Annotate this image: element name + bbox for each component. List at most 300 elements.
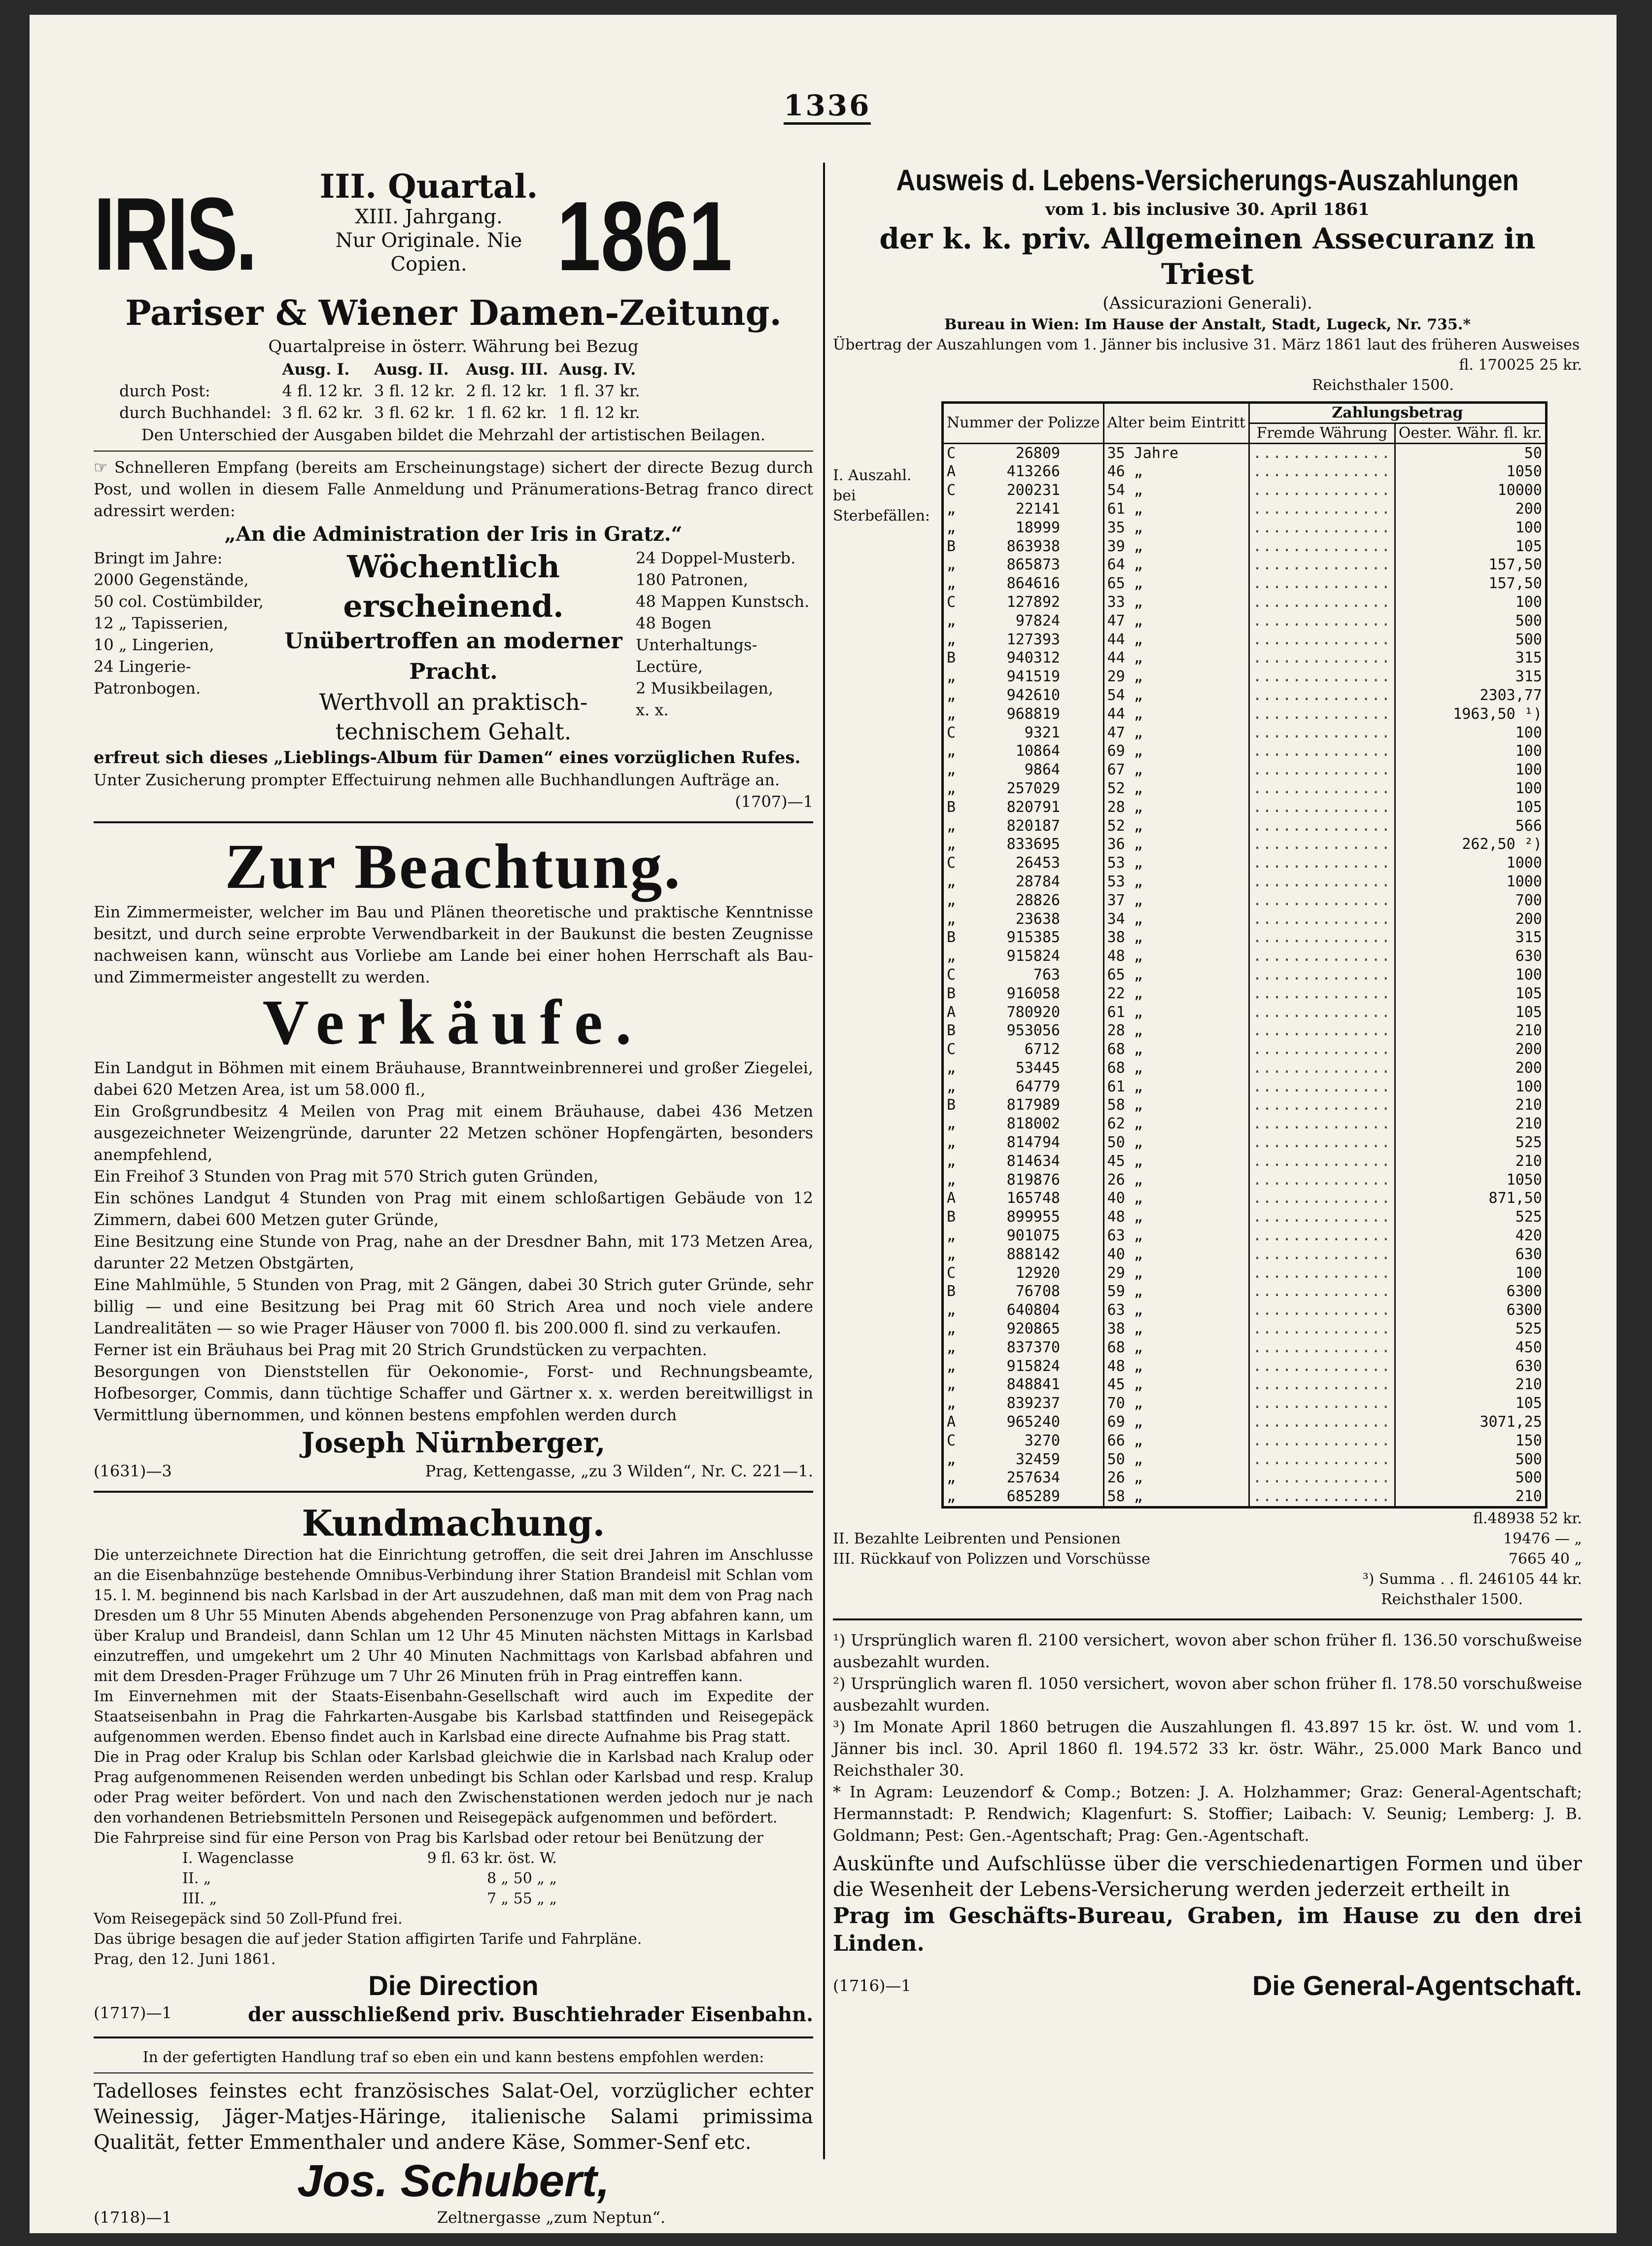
policy-number: 839237 <box>1006 1395 1060 1412</box>
fare-table <box>182 1848 557 1909</box>
entry-age: 45 „ <box>1103 1375 1249 1394</box>
amount-oest: 3071,25 <box>1395 1413 1545 1432</box>
entry-age: 46 „ <box>1103 462 1249 481</box>
policy-number: 28784 <box>1015 873 1060 890</box>
policy-number-cell <box>944 649 1103 667</box>
policy-class: C <box>947 1432 956 1449</box>
rule <box>94 451 813 452</box>
payout-row <box>944 1487 1545 1506</box>
entry-age: 39 „ <box>1103 537 1249 556</box>
brings-item: 24 Lingerie-Patronbogen. <box>94 657 201 698</box>
entry-age: 68 „ <box>1103 1338 1249 1357</box>
policy-number-cell <box>944 537 1103 556</box>
policy-class: „ <box>947 1338 956 1356</box>
pracht-slogan: Unübertroffen an moderner Pracht. <box>284 629 622 684</box>
policy-number: 942610 <box>1006 686 1060 704</box>
luggage-note: Vom Reisegepäck sind 50 Zoll-Pfund frei. <box>94 1910 403 1928</box>
fare-fl: 9 fl. <box>427 1850 456 1867</box>
policy-number: 817989 <box>1006 1096 1060 1114</box>
entry-age: 22 „ <box>1103 984 1249 1003</box>
policy-number-cell <box>944 1487 1103 1506</box>
brings-item: 2000 Gegenstände, <box>94 570 249 589</box>
policy-number-cell <box>944 593 1103 612</box>
policy-number-cell <box>944 1394 1103 1413</box>
iris-subtitle: Pariser & Wiener Damen-Zeitung. <box>125 292 782 333</box>
policy-number-cell <box>944 1375 1103 1394</box>
policy-class: C <box>947 482 956 499</box>
amount-oest: 1963,50 ¹) <box>1395 705 1545 724</box>
foreign-currency-cell: .............. <box>1249 1078 1395 1096</box>
price-row <box>114 381 645 401</box>
amount-oest: 105 <box>1395 537 1545 556</box>
policy-number: 941519 <box>1006 668 1060 686</box>
foreign-currency-cell: .............. <box>1249 1320 1395 1338</box>
entry-age: 59 „ <box>1103 1282 1249 1301</box>
policy-number-cell <box>944 891 1103 910</box>
policy-number-cell <box>944 1245 1103 1264</box>
entry-age: 70 „ <box>1103 1394 1249 1413</box>
policy-number: 53445 <box>1015 1059 1060 1077</box>
policy-class: C <box>947 593 956 611</box>
foreign-currency-cell: .............. <box>1249 835 1395 854</box>
policy-class: „ <box>947 1301 956 1319</box>
ausweis-company: der k. k. priv. Allgemeinen Assecuranz in Triest <box>879 222 1536 291</box>
fare-kr: 50 „ „ <box>513 1870 557 1887</box>
payout-row <box>944 1413 1545 1432</box>
carry-label: Übertrag der Auszahlungen vom 1. Jänner bis inclusive 31. März 1861 laut des früheren Ausweises <box>833 336 1580 353</box>
payout-row <box>944 1320 1545 1338</box>
iris-masthead <box>94 163 813 292</box>
beachtung-text: Ein Zimmermeister, welcher im Bau und Plänen theoretische und praktische Kenntnisse besitzt, und durch seine erprobte Verwendbarkeit in der Baukunst die besten Zeugnisse nachweisen kann, wünscht aus Vorliebe am Lande bei einer hohen Herrschaft als Bau- und Zimmermeister angestellt zu werden. <box>94 903 813 986</box>
foreign-currency-cell: .............. <box>1249 798 1395 817</box>
entry-age: 69 „ <box>1103 1413 1249 1432</box>
brings-left <box>94 547 271 746</box>
policy-class: „ <box>947 1171 956 1189</box>
brings-item: 48 Mappen Kunstsch. <box>636 592 810 611</box>
policy-class: „ <box>947 1357 956 1375</box>
kundmachung-title: Kundmachung. <box>302 1502 605 1544</box>
policy-class: B <box>947 537 956 555</box>
payout-section <box>833 401 1582 1509</box>
policy-class: „ <box>947 742 956 760</box>
foreign-currency-cell: .............. <box>1249 1189 1395 1208</box>
fare-class: III. „ <box>182 1890 217 1907</box>
subtotal: fl.48938 52 kr. <box>1473 1510 1582 1528</box>
policy-number-cell <box>944 667 1103 686</box>
entry-age: 38 „ <box>1103 1320 1249 1338</box>
policy-number: 865873 <box>1006 556 1060 574</box>
policy-number-cell <box>944 1078 1103 1096</box>
col-oest: Oester. Währ. fl. kr. <box>1395 423 1545 443</box>
payout-row <box>944 873 1545 891</box>
fare-kr: 63 kr. öst. W. <box>460 1850 557 1867</box>
foreign-currency-cell: .............. <box>1249 984 1395 1003</box>
payout-row <box>944 1301 1545 1320</box>
beachtung-title: Zur Beachtung. <box>225 831 682 902</box>
amount-oest: 210 <box>1395 1096 1545 1115</box>
amount-oest: 210 <box>1395 1375 1545 1394</box>
amount-oest: 566 <box>1395 817 1545 836</box>
policy-class: A <box>947 463 956 481</box>
payout-row <box>944 724 1545 742</box>
foreign-currency-cell: .............. <box>1249 1152 1395 1171</box>
amount-oest: 700 <box>1395 891 1545 910</box>
entry-age: 53 „ <box>1103 873 1249 891</box>
policy-class: „ <box>947 910 956 928</box>
policy-number: 968819 <box>1006 705 1060 723</box>
policy-number: 820791 <box>1006 798 1060 816</box>
entry-age: 52 „ <box>1103 817 1249 836</box>
entry-age: 66 „ <box>1103 1432 1249 1450</box>
entry-age: 37 „ <box>1103 891 1249 910</box>
payout-body <box>944 443 1545 1506</box>
foreign-currency-cell: .............. <box>1249 1171 1395 1190</box>
amount-oest: 1000 <box>1395 873 1545 891</box>
amount-oest: 1000 <box>1395 854 1545 873</box>
brings-right <box>636 547 813 746</box>
payout-row <box>944 984 1545 1003</box>
payout-row <box>944 1040 1545 1059</box>
policy-number-cell <box>944 1469 1103 1487</box>
policy-class: „ <box>947 873 956 890</box>
policy-number-cell <box>944 1040 1103 1059</box>
ad-reference: (1717)—1 <box>94 2003 172 2022</box>
amount-oest: 500 <box>1395 1450 1545 1469</box>
policy-class: A <box>947 1190 956 1207</box>
policy-number: 819876 <box>1006 1171 1060 1189</box>
policy-class: „ <box>947 1469 956 1487</box>
kundmachung-paragraph: Die unterzeichnete Direction hat die Einrichtung getroffen, die seit drei Jahren im Anschlusse an die Eisenbahnzüge bestehende Omnibus-Verbindung ihrer Station Brandeisl mit Schlan vom 15. l. M. beginnend bis nach Karlsbad in der Art auszudehnen, daß man mit dem von Prag nach Dresden um 8 Uhr 55 Minuten Abends abgehenden Personenzuge von Prag abfahren kann, um über Kralup und Brandeisl, dann Schlan um 12 Uhr 45 Minuten nächsten Mittags in Karlsbad einzutreffen, und umgekehrt um 2 Uhr 40 Minuten Nachmittags von Karlsbad abfahren und mit dem Dresden-Prager Frühzuge um 7 Uhr 26 Minuten früh in Prag eintreffen kann. <box>94 1546 813 1685</box>
fare-row <box>182 1889 557 1909</box>
payout-row <box>944 835 1545 854</box>
carry-value: fl. 170025 25 kr. <box>1459 356 1582 374</box>
policy-number: 127892 <box>1006 593 1060 611</box>
amount-oest: 1050 <box>1395 1171 1545 1190</box>
brings-item: 24 Doppel-Musterb. <box>636 549 796 567</box>
policy-number: 953056 <box>1006 1022 1060 1040</box>
amount-oest: 871,50 <box>1395 1189 1545 1208</box>
amount-oest: 6300 <box>1395 1301 1545 1320</box>
foreign-currency-cell: .............. <box>1249 1115 1395 1133</box>
fare-class: II. „ <box>182 1870 211 1887</box>
policy-number-cell <box>944 481 1103 500</box>
policy-number-cell <box>944 1320 1103 1338</box>
entry-age: 34 „ <box>1103 910 1249 929</box>
brings-item: 12 „ Tapisserien, <box>94 614 229 632</box>
foreign-currency-cell: .............. <box>1249 443 1395 462</box>
policy-number-cell <box>944 1450 1103 1469</box>
entry-age: 26 „ <box>1103 1469 1249 1487</box>
amount-oest: 210 <box>1395 1152 1545 1171</box>
policy-class: „ <box>947 779 956 797</box>
policy-number: 901075 <box>1006 1227 1060 1245</box>
rule <box>94 2036 813 2038</box>
entry-age: 58 „ <box>1103 1487 1249 1506</box>
policy-number: 200231 <box>1006 482 1060 499</box>
policy-number: 97824 <box>1015 612 1060 630</box>
buyback-label: III. Rückkauf von Polizzen und Vorschüsse <box>833 1550 1150 1568</box>
brings-heading: Bringt im Jahre: <box>94 549 223 567</box>
payout-row <box>944 1078 1545 1096</box>
policy-number-cell <box>944 574 1103 593</box>
brings-center <box>281 547 626 746</box>
policy-class: „ <box>947 1152 956 1170</box>
policy-class: „ <box>947 556 956 574</box>
entry-age: 63 „ <box>1103 1227 1249 1245</box>
sale-item: Eine Besitzung eine Stunde von Prag, nahe an der Dresdner Bahn, mit 173 Metzen Area, darunter 22 Metzen Obstgärten, <box>94 1232 813 1272</box>
foreign-currency-cell: .............. <box>1249 612 1395 631</box>
foreign-currency-cell: .............. <box>1249 779 1395 798</box>
schubert-name: Jos. Schubert, <box>297 2156 610 2206</box>
policy-number: 26809 <box>1015 444 1060 462</box>
entry-age: 67 „ <box>1103 761 1249 779</box>
policy-number: 165748 <box>1006 1190 1060 1207</box>
foreign-currency-cell: .............. <box>1249 705 1395 724</box>
entry-age: 44 „ <box>1103 649 1249 667</box>
iris-name: IRIS. <box>94 176 255 292</box>
amount-oest: 500 <box>1395 612 1545 631</box>
amount-oest: 630 <box>1395 1245 1545 1264</box>
policy-class: „ <box>947 1320 956 1338</box>
foreign-currency-cell: .............. <box>1249 742 1395 761</box>
rule <box>94 2072 813 2073</box>
policy-number: 127393 <box>1006 631 1060 648</box>
policy-class: „ <box>947 1078 956 1095</box>
entry-age: 28 „ <box>1103 798 1249 817</box>
payout-row <box>944 1171 1545 1190</box>
amount-oest: 100 <box>1395 593 1545 612</box>
foreign-currency-cell: .............. <box>1249 462 1395 481</box>
policy-number-cell <box>944 1059 1103 1078</box>
entry-age: 65 „ <box>1103 966 1249 984</box>
entry-age: 40 „ <box>1103 1189 1249 1208</box>
sale-item: Besorgungen von Dienststellen für Oekonomie-, Forst- und Rechnungsbeamte, Hofbesorger, Commis, dann tüchtige Schaffer und Gärtner x. x. werden bereitwilligst in Vermittlung übernommen, und können bestens empfohlen werden durch <box>94 1362 813 1424</box>
payout-row <box>944 1115 1545 1133</box>
valuable-slogan: Werthvoll an praktisch-technischem Gehalt. <box>319 689 588 745</box>
policy-number: 863938 <box>1006 537 1060 555</box>
policy-number-cell <box>944 1338 1103 1357</box>
iris-year: 1861 <box>557 181 732 291</box>
payout-row <box>944 667 1545 686</box>
policy-number: 9864 <box>1024 761 1060 779</box>
foreign-currency-cell: .............. <box>1249 1413 1395 1432</box>
payout-row <box>944 1208 1545 1227</box>
entry-age: 28 „ <box>1103 1021 1249 1040</box>
entry-age: 44 „ <box>1103 705 1249 724</box>
schubert-address: Zeltnergasse „zum Neptun“. <box>437 2208 665 2227</box>
foreign-currency-cell: .............. <box>1249 1450 1395 1469</box>
foreign-currency-cell: .............. <box>1249 910 1395 929</box>
policy-number-cell <box>944 500 1103 519</box>
policy-class: „ <box>947 761 956 779</box>
amount-oest: 157,50 <box>1395 574 1545 593</box>
foreign-currency-cell: .............. <box>1249 1469 1395 1487</box>
amount-oest: 210 <box>1395 1115 1545 1133</box>
rule <box>94 1491 813 1493</box>
foreign-currency-cell: .............. <box>1249 1003 1395 1022</box>
payout-row <box>944 1021 1545 1040</box>
policy-number-cell <box>944 742 1103 761</box>
foreign-currency-cell: .............. <box>1249 1338 1395 1357</box>
entry-age: 47 „ <box>1103 612 1249 631</box>
payout-row <box>944 798 1545 817</box>
col-alter: Alter beim Eintritt <box>1103 404 1249 443</box>
foreign-currency-cell: .............. <box>1249 556 1395 574</box>
amount-oest: 6300 <box>1395 1282 1545 1301</box>
policy-number: 64779 <box>1015 1078 1060 1095</box>
page-number: 1336 <box>784 89 871 125</box>
sale-footer <box>94 1460 813 1482</box>
payout-row <box>944 1357 1545 1376</box>
entry-age: 63 „ <box>1103 1301 1249 1320</box>
payout-row <box>944 481 1545 500</box>
schubert-text: Tadelloses feinstes echt französisches Salat-Oel, vorzüglicher echter Weinessig, Jäger-Matjes-Häringe, italienische Salami primissima Qualität, fetter Emmenthaler und andere Käse, Sommer-Senf etc. <box>94 2080 813 2154</box>
policy-number-cell <box>944 1171 1103 1190</box>
payout-row <box>944 519 1545 537</box>
foreign-currency-cell: .............. <box>1249 631 1395 649</box>
entry-age: 35 Jahre <box>1103 443 1249 462</box>
payout-row <box>944 761 1545 779</box>
kundmachung-paragraph: Im Einvernehmen mit der Staats-Eisenbahn-Gesellschaft wird auch im Expedite der Staatseisenbahn in Prag die Fahrkarten-Ausgabe bis Karlsbad stattfinden und Reisegepäck aufgenommen werden. Ebenso findet auch in Karlsbad eine directe Aufnahme bis Prag statt. <box>94 1688 813 1746</box>
foreign-currency-cell: .............. <box>1249 1487 1395 1506</box>
payout-row <box>944 1375 1545 1394</box>
policy-class: C <box>947 854 956 872</box>
amount-oest: 525 <box>1395 1320 1545 1338</box>
general-agency: Die General-Agentschaft. <box>1252 1970 1582 2001</box>
policy-number-cell <box>944 1208 1103 1227</box>
foreign-currency-cell: .............. <box>1249 873 1395 891</box>
policy-number-cell <box>944 686 1103 705</box>
policy-class: „ <box>947 1227 956 1245</box>
payout-row <box>944 947 1545 966</box>
policy-number: 12920 <box>1015 1264 1060 1282</box>
policy-number-cell <box>944 1432 1103 1450</box>
amount-oest: 2303,77 <box>1395 686 1545 705</box>
policy-class: „ <box>947 500 956 518</box>
price-cell: 4 fl. 12 kr. <box>282 382 363 400</box>
price-row-label: durch Post: <box>119 382 210 400</box>
entry-age: 29 „ <box>1103 1264 1249 1283</box>
fare-fl: 7 „ <box>486 1890 509 1907</box>
foreign-currency-cell: .............. <box>1249 1208 1395 1227</box>
sale-address: Prag, Kettengasse, „zu 3 Wilden“, Nr. C. 221—1. <box>425 1462 813 1480</box>
policy-class: „ <box>947 817 956 835</box>
policy-class: B <box>947 1283 956 1300</box>
payout-row <box>944 1432 1545 1450</box>
policy-number: 3270 <box>1024 1432 1060 1449</box>
policy-number-cell <box>944 1282 1103 1301</box>
policy-class: „ <box>947 705 956 723</box>
foreign-currency-cell: .............. <box>1249 1059 1395 1078</box>
payout-row <box>944 1282 1545 1301</box>
foreign-currency-cell: .............. <box>1249 1282 1395 1301</box>
amount-oest: 100 <box>1395 1264 1545 1283</box>
policy-class: „ <box>947 1376 956 1394</box>
buyback-row <box>833 1549 1582 1569</box>
kundmachung-paragraph: Die in Prag oder Kralup bis Schlan oder Karlsbad gleichwie die in Karlsbad nach Kralup oder Prag aufgenommenen Reisenden werden unbedingt bis Schlan oder Karlsbad und resp. Kralup oder Prag weiter befördert. Von und nach den Zwischenstationen werden jedoch nur je nach den vorhandenen Betriebsmitteln Personen und Reisegepäck aufgenommen und befördert. <box>94 1749 813 1826</box>
amount-oest: 210 <box>1395 1021 1545 1040</box>
foreign-currency-cell: .............. <box>1249 1394 1395 1413</box>
amount-oest: 100 <box>1395 742 1545 761</box>
amount-oest: 630 <box>1395 947 1545 966</box>
policy-number-cell <box>944 443 1103 462</box>
schubert-footer <box>94 2207 813 2228</box>
policy-number: 257029 <box>1006 779 1060 797</box>
amount-oest: 525 <box>1395 1133 1545 1152</box>
amount-oest: 200 <box>1395 910 1545 929</box>
policy-class: „ <box>947 519 956 536</box>
foreign-currency-cell: .............. <box>1249 519 1395 537</box>
policy-number: 916058 <box>1006 984 1060 1002</box>
policy-number-cell <box>944 631 1103 649</box>
column-divider <box>823 163 825 2159</box>
newspaper-page <box>30 15 1617 2233</box>
policy-class: „ <box>947 836 956 853</box>
policy-number-cell <box>944 1003 1103 1022</box>
entry-age: 38 „ <box>1103 928 1249 947</box>
policy-number: 818002 <box>1006 1115 1060 1133</box>
policy-number-cell <box>944 724 1103 742</box>
policy-number: 864616 <box>1006 575 1060 593</box>
kundmachung-date: Prag, den 12. Juni 1861. <box>94 1951 276 1968</box>
payout-row <box>944 1189 1545 1208</box>
policy-number-cell <box>944 966 1103 984</box>
footnote: ¹) Ursprünglich waren fl. 2100 versichert, wovon aber schon früher fl. 136.50 vorschußweise ausbezahlt wurden. <box>833 1631 1582 1672</box>
price-cell: 1 fl. 37 kr. <box>559 382 640 400</box>
payout-row <box>944 1059 1545 1078</box>
payout-row <box>944 1227 1545 1245</box>
iris-quarter: III. Quartal. <box>319 167 538 206</box>
entry-age: 64 „ <box>1103 556 1249 574</box>
foreign-currency-cell: .............. <box>1249 966 1395 984</box>
entry-age: 33 „ <box>1103 593 1249 612</box>
editions-note: Den Unterschied der Ausgaben bildet die Mehrzahl der artistischen Beilagen. <box>141 425 766 444</box>
footnote: ²) Ursprünglich waren fl. 1050 versichert, wovon aber schon früher fl. 178.50 vorschußweise ausbezahlt wurden. <box>833 1674 1582 1715</box>
policy-class: „ <box>947 1115 956 1133</box>
policy-number-cell <box>944 761 1103 779</box>
footnote: * In Agram: Leuzendorf & Comp.; Botzen: J. A. Holzhammer; Graz: General-Agentschaft; Hermannstadt: P. Rendwich; Klagenfurt: S. Stoffier; Laibach: V. Seunig; Lemberg: J. B. Goldmann; Pest: Gen.-Agentschaft; Prag: Gen.-Agentschaft. <box>833 1783 1582 1845</box>
policy-number-cell <box>944 612 1103 631</box>
sale-item: Ein schönes Landgut 4 Stunden von Prag mit einem schloßartigen Gebäude von 12 Zimmern, dabei 600 Metzen guter Gründe, <box>94 1189 813 1229</box>
policy-number-cell <box>944 779 1103 798</box>
price-row-label: durch Buchhandel: <box>119 403 272 422</box>
policy-number-cell <box>944 835 1103 854</box>
policy-number: 413266 <box>1006 463 1060 481</box>
sale-item: Ein Landgut in Böhmen mit einem Bräuhause, Branntweinbrennerei und großer Ziegelei, dabei 620 Metzen Area, ist um 58.000 fl., <box>94 1058 813 1099</box>
policy-number-cell <box>944 1189 1103 1208</box>
amount-oest: 500 <box>1395 631 1545 649</box>
payout-table-box <box>941 401 1548 1509</box>
entry-age: 69 „ <box>1103 742 1249 761</box>
policy-class: C <box>947 1041 956 1058</box>
policy-number: 640804 <box>1006 1301 1060 1319</box>
policy-class: B <box>947 1022 956 1040</box>
amount-oest: 200 <box>1395 1059 1545 1078</box>
payout-row <box>944 1152 1545 1171</box>
amount-oest: 210 <box>1395 1487 1545 1506</box>
rule <box>94 821 813 823</box>
payout-row <box>944 891 1545 910</box>
entry-age: 26 „ <box>1103 1171 1249 1190</box>
rule <box>833 1618 1582 1620</box>
weekly-slogan: Wöchentlich erscheinend. <box>343 549 564 624</box>
policy-number: 915824 <box>1006 948 1060 965</box>
entry-age: 48 „ <box>1103 1208 1249 1227</box>
fare-row <box>182 1848 557 1868</box>
railway-name: der ausschließend priv. Buschtiehrader Eisenbahn. <box>247 2003 813 2026</box>
entry-age: 53 „ <box>1103 854 1249 873</box>
brings-item: 10 „ Lingerien, <box>94 635 214 654</box>
